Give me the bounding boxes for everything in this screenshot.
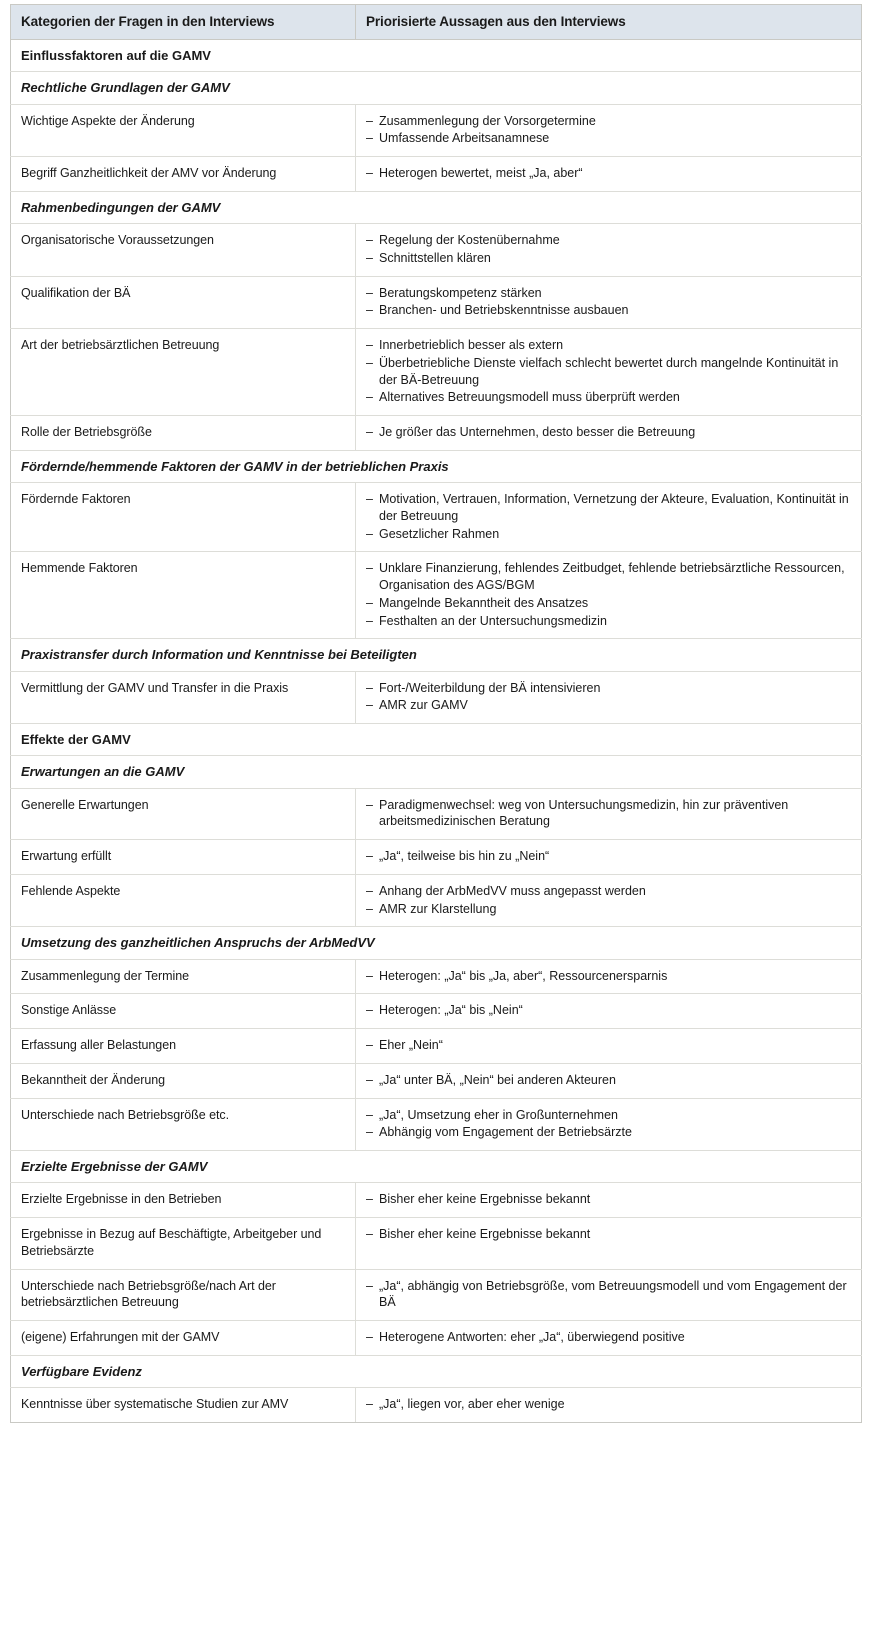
table-row — [11, 483, 862, 552]
table-row — [11, 840, 862, 875]
table-row — [11, 552, 862, 639]
statement-item: – „Ja“ unter BÄ, „Nein“ bei anderen Akteuren — [366, 1072, 849, 1089]
cell-statements — [356, 552, 862, 639]
statement-list — [366, 232, 849, 267]
statement-item: – Überbetriebliche Dienste vielfach schlecht bewertet durch mangelnde Kontinuität in der BÄ-Betreuung — [366, 355, 849, 389]
statement-list — [366, 883, 849, 918]
statement-list — [366, 1396, 849, 1413]
section-header-title: Effekte der GAMV — [11, 724, 862, 756]
cell-statements — [356, 1269, 862, 1321]
statement-item: – Regelung der Kostenübernahme — [366, 232, 849, 249]
section-header-title: Erwartungen an die GAMV — [11, 756, 862, 788]
table-row — [11, 276, 862, 329]
cell-category: Unterschiede nach Betriebsgröße etc. — [11, 1098, 356, 1151]
statement-list — [366, 968, 849, 985]
cell-category: Qualifikation der BÄ — [11, 276, 356, 329]
table-row — [11, 1063, 862, 1098]
cell-category: (eigene) Erfahrungen mit der GAMV — [11, 1321, 356, 1356]
section-header-title: Rahmenbedingungen der GAMV — [11, 191, 862, 223]
statement-list — [366, 680, 849, 715]
statement-list — [366, 424, 849, 441]
cell-category: Art der betriebsärztlichen Betreuung — [11, 329, 356, 416]
statement-item: – Abhängig vom Engagement der Betriebsärzte — [366, 1124, 849, 1141]
column-header-category: Kategorien der Fragen in den Interviews — [11, 5, 356, 40]
table-row — [11, 157, 862, 192]
cell-category: Erwartung erfüllt — [11, 840, 356, 875]
cell-statements — [356, 671, 862, 724]
section-header-title: Umsetzung des ganzheitlichen Anspruchs der ArbMedVV — [11, 927, 862, 959]
statement-item: – Heterogen: „Ja“ bis „Nein“ — [366, 1002, 849, 1019]
statement-item: – „Ja“, teilweise bis hin zu „Nein“ — [366, 848, 849, 865]
column-header-statements: Priorisierte Aussagen aus den Interviews — [356, 5, 862, 40]
cell-statements — [356, 224, 862, 277]
statement-list — [366, 1107, 849, 1142]
table-row — [11, 1388, 862, 1423]
statement-list — [366, 1278, 849, 1312]
cell-statements — [356, 1321, 862, 1356]
table-row — [11, 994, 862, 1029]
cell-statements — [356, 1063, 862, 1098]
statement-list — [366, 113, 849, 148]
cell-statements — [356, 416, 862, 451]
interview-categories-table — [10, 4, 862, 1423]
section-header-row — [11, 40, 862, 72]
statement-list — [366, 165, 849, 182]
cell-statements — [356, 840, 862, 875]
statement-item: – Je größer das Unternehmen, desto besser die Betreuung — [366, 424, 849, 441]
table-row — [11, 329, 862, 416]
statement-list — [366, 1037, 849, 1054]
statement-item: – Eher „Nein“ — [366, 1037, 849, 1054]
statement-item: – Umfassende Arbeitsanamnese — [366, 130, 849, 147]
section-header-row — [11, 724, 862, 756]
statement-list — [366, 1329, 849, 1346]
statement-item: – Bisher eher keine Ergebnisse bekannt — [366, 1191, 849, 1208]
statement-item: – AMR zur GAMV — [366, 697, 849, 714]
section-header-row — [11, 72, 862, 104]
cell-statements — [356, 1388, 862, 1423]
cell-category: Bekanntheit der Änderung — [11, 1063, 356, 1098]
section-header-title: Praxistransfer durch Information und Kenntnisse bei Beteiligten — [11, 639, 862, 671]
cell-category: Ergebnisse in Bezug auf Beschäftigte, Arbeitgeber und Betriebsärzte — [11, 1218, 356, 1270]
statement-item: – Unklare Finanzierung, fehlendes Zeitbudget, fehlende betriebsärztliche Ressourcen, Organisation des AGS/BGM — [366, 560, 849, 594]
table-body — [11, 40, 862, 1423]
statement-list — [366, 1072, 849, 1089]
statement-item: – Motivation, Vertrauen, Information, Vernetzung der Akteure, Evaluation, Kontinuität in der Betreuung — [366, 491, 849, 525]
cell-category: Kenntnisse über systematische Studien zur AMV — [11, 1388, 356, 1423]
cell-statements — [356, 788, 862, 840]
table-row — [11, 1183, 862, 1218]
cell-category: Fördernde Faktoren — [11, 483, 356, 552]
section-header-title: Verfügbare Evidenz — [11, 1355, 862, 1387]
cell-statements — [356, 994, 862, 1029]
statement-item: – Zusammenlegung der Vorsorgetermine — [366, 113, 849, 130]
table-row — [11, 1098, 862, 1151]
table-row — [11, 788, 862, 840]
table-row — [11, 1029, 862, 1064]
cell-category: Hemmende Faktoren — [11, 552, 356, 639]
statement-list — [366, 491, 849, 542]
section-header-row — [11, 1151, 862, 1183]
cell-category: Zusammenlegung der Termine — [11, 959, 356, 994]
table-row — [11, 874, 862, 927]
statement-item: – „Ja“, abhängig von Betriebsgröße, vom Betreuungsmodell und vom Engagement der BÄ — [366, 1278, 849, 1312]
cell-statements — [356, 157, 862, 192]
cell-category: Begriff Ganzheitlichkeit der AMV vor Änderung — [11, 157, 356, 192]
statement-item: – Fort-/Weiterbildung der BÄ intensivieren — [366, 680, 849, 697]
cell-statements — [356, 1098, 862, 1151]
statement-item: – Heterogene Antworten: eher „Ja“, überwiegend positive — [366, 1329, 849, 1346]
cell-statements — [356, 1183, 862, 1218]
cell-statements — [356, 1029, 862, 1064]
statement-item: – Alternatives Betreuungsmodell muss überprüft werden — [366, 389, 849, 406]
cell-statements — [356, 874, 862, 927]
section-header-row — [11, 639, 862, 671]
statement-list — [366, 560, 849, 629]
section-header-title: Rechtliche Grundlagen der GAMV — [11, 72, 862, 104]
statement-list — [366, 337, 849, 406]
statement-item: – Anhang der ArbMedVV muss angepasst werden — [366, 883, 849, 900]
cell-category: Generelle Erwartungen — [11, 788, 356, 840]
cell-statements — [356, 483, 862, 552]
cell-statements — [356, 959, 862, 994]
statement-item: – Festhalten an der Untersuchungsmedizin — [366, 613, 849, 630]
table-row — [11, 416, 862, 451]
table-row — [11, 959, 862, 994]
section-header-title: Fördernde/hemmende Faktoren der GAMV in der betrieblichen Praxis — [11, 450, 862, 482]
statement-item: – Beratungskompetenz stärken — [366, 285, 849, 302]
statement-item: – AMR zur Klarstellung — [366, 901, 849, 918]
table-header-row — [11, 5, 862, 40]
section-header-row — [11, 756, 862, 788]
section-header-row — [11, 927, 862, 959]
statement-item: – Innerbetrieblich besser als extern — [366, 337, 849, 354]
statement-item: – Heterogen bewertet, meist „Ja, aber“ — [366, 165, 849, 182]
statement-item: – Paradigmenwechsel: weg von Untersuchungsmedizin, hin zur präventiven arbeitsmedizinischen Beratung — [366, 797, 849, 831]
cell-statements — [356, 276, 862, 329]
statement-list — [366, 1002, 849, 1019]
statement-item: – Heterogen: „Ja“ bis „Ja, aber“, Ressourcenersparnis — [366, 968, 849, 985]
statement-item: – Branchen- und Betriebskenntnisse ausbauen — [366, 302, 849, 319]
statement-list — [366, 848, 849, 865]
statement-item: – „Ja“, liegen vor, aber eher wenige — [366, 1396, 849, 1413]
cell-category: Fehlende Aspekte — [11, 874, 356, 927]
section-header-row — [11, 1355, 862, 1387]
section-header-title: Einflussfaktoren auf die GAMV — [11, 40, 862, 72]
table-row — [11, 671, 862, 724]
table-row — [11, 1321, 862, 1356]
statement-item: – Bisher eher keine Ergebnisse bekannt — [366, 1226, 849, 1243]
cell-statements — [356, 1218, 862, 1270]
table-header — [11, 5, 862, 40]
cell-category: Sonstige Anlässe — [11, 994, 356, 1029]
table-row — [11, 224, 862, 277]
section-header-row — [11, 191, 862, 223]
cell-category: Erzielte Ergebnisse in den Betrieben — [11, 1183, 356, 1218]
statement-item: – „Ja“, Umsetzung eher in Großunternehmen — [366, 1107, 849, 1124]
section-header-row — [11, 450, 862, 482]
statement-list — [366, 1191, 849, 1208]
cell-statements — [356, 104, 862, 157]
cell-category: Rolle der Betriebsgröße — [11, 416, 356, 451]
cell-category: Organisatorische Voraussetzungen — [11, 224, 356, 277]
statement-item: – Gesetzlicher Rahmen — [366, 526, 849, 543]
statement-item: – Mangelnde Bekanntheit des Ansatzes — [366, 595, 849, 612]
cell-category: Unterschiede nach Betriebsgröße/nach Art der betriebsärztlichen Betreuung — [11, 1269, 356, 1321]
cell-statements — [356, 329, 862, 416]
statement-item: – Schnittstellen klären — [366, 250, 849, 267]
section-header-title: Erzielte Ergebnisse der GAMV — [11, 1151, 862, 1183]
statement-list — [366, 1226, 849, 1243]
cell-category: Erfassung aller Belastungen — [11, 1029, 356, 1064]
statement-list — [366, 797, 849, 831]
cell-category: Vermittlung der GAMV und Transfer in die Praxis — [11, 671, 356, 724]
table-row — [11, 1218, 862, 1270]
table-row — [11, 104, 862, 157]
table-row — [11, 1269, 862, 1321]
statement-list — [366, 285, 849, 320]
cell-category: Wichtige Aspekte der Änderung — [11, 104, 356, 157]
